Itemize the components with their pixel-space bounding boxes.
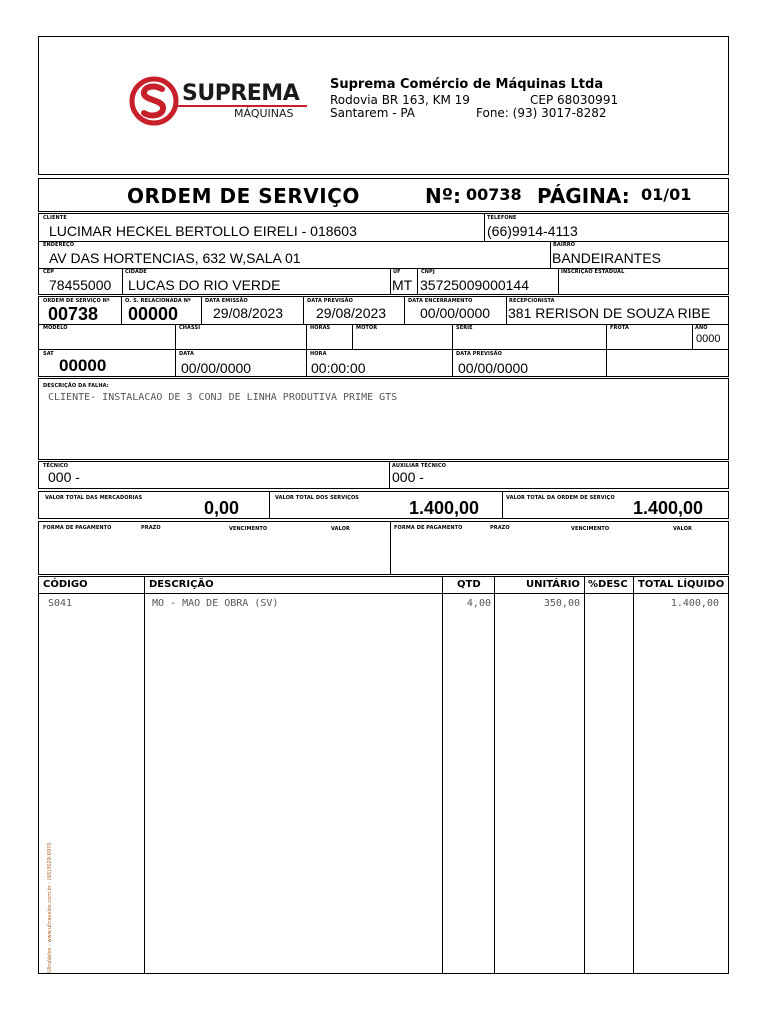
sat-label: SAT [43,351,54,357]
client-bairro: BANDEIRANTES [552,250,661,266]
os-label: ORDEM DE SERVIÇO Nº [43,298,110,304]
tecnico-block [38,461,729,489]
col-qtd: QTD [457,579,481,590]
company-header [38,36,729,175]
vencimento-label-1: VENCIMENTO [229,526,268,532]
prazo-label-2: PRAZO [490,525,510,531]
row-unitario: 350,00 [543,598,580,609]
dataprev-label: DATA PREVISÃO [456,351,502,357]
row-total: 1.400,00 [670,598,719,609]
previsao-date: 29/08/2023 [316,305,387,321]
prazo-label-1: PRAZO [141,525,161,531]
serv-label: VALOR TOTAL DOS SERVIÇOS [275,495,359,501]
hora-label: HORA [310,351,327,357]
client-name: LUCIMAR HECKEL BERTOLLO EIRELI - 018603 [49,223,357,239]
doc-title: ORDEM DE SERVIÇO [127,184,360,208]
encerramento-label: DATA ENCERRAMENTO [408,298,473,304]
client-uf: MT [392,277,413,293]
previsao-label: DATA PREVISÃO [307,298,353,304]
data-label: DATA [179,351,194,357]
dataprev-value: 00/00/0000 [458,360,529,376]
recep-label: RECEPCIONISTA [509,298,555,304]
sat-value: 00000 [59,356,107,375]
ano-label: ANO [695,325,708,331]
company-name: Suprema Comércio de Máquinas Ltda [330,77,604,92]
ie-label: INSCRIÇÃO ESTADUAL [561,269,625,275]
totals-block [38,491,729,519]
company-city: Santarem - PA [330,106,416,120]
order-number-label: Nº: [425,184,462,208]
col-codigo: CÓDIGO [43,579,88,590]
emissao-label: DATA EMISSÃO [205,298,248,304]
forma-label-2: FORMA DE PAGAMENTO [394,525,463,531]
uf-label: UF [393,269,401,275]
items-table [38,576,729,974]
falha-block [38,378,729,460]
vencimento-label-2: VENCIMENTO [571,526,610,532]
falha-label: DESCRIÇÃO DA FALHA: [43,383,109,389]
title-bar [38,178,729,212]
logo-sub-text: MÁQUINAS [234,107,294,120]
serie-label: SÉRIE [456,325,473,331]
address-label: ENDEREÇO [43,242,75,248]
falha-text: CLIENTE- INSTALACAO DE 3 CONJ DE LINHA PRODUTIVA PRIME GTS [48,392,398,403]
client-phone: (66)9914-4113 [487,223,578,239]
encerramento-date: 00/00/0000 [420,305,491,321]
os-total-label: VALOR TOTAL DA ORDEM DE SERVIÇO [506,495,615,501]
col-desc: %DESC [588,579,628,590]
client-block [38,213,729,295]
bairro-label: BAIRRO [553,242,576,248]
page-number: 01/01 [641,185,692,204]
modelo-label: MODELO [43,325,68,331]
col-descricao: DESCRIÇÃO [149,579,214,590]
serv-value: 1.400,00 [409,498,480,518]
client-cidade: LUCAS DO RIO VERDE [128,277,281,293]
horas-label: HORAS [310,325,331,331]
phone-label: TELEFONE [487,215,517,221]
valor-label-2: VALOR [673,526,693,532]
row-descricao: MO - MAO DE OBRA (SV) [152,598,279,609]
tecnico-value: 000 - [48,469,80,485]
chassi-label: CHASSI [179,325,201,331]
order-block [38,296,729,377]
data-value: 00/00/0000 [181,360,252,376]
tecnico-label: TÉCNICO [43,463,69,469]
merc-label: VALOR TOTAL DAS MERCADORIAS [45,495,143,501]
cidade-label: CIDADE [125,269,147,275]
forma-label-1: FORMA DE PAGAMENTO [43,525,112,531]
emissao-date: 29/08/2023 [213,305,284,321]
os-number: 00738 [48,304,99,324]
aux-label: AUXILIAR TÉCNICO [392,463,447,469]
frota-label: FROTA [610,325,629,331]
valor-label-1: VALOR [331,526,351,532]
client-cnpj: 35725009000144 [420,277,530,293]
rel-label: O. S. RELACIONADA Nº [125,298,191,304]
client-label: CLIENTE [43,215,67,221]
payment-block [38,521,729,575]
col-unitario: UNITÁRIO [526,579,580,590]
client-address: AV DAS HORTENCIAS, 632 W,SALA 01 [49,250,301,266]
cnpj-label: CNPJ [421,269,435,275]
aux-value: 000 - [392,469,424,485]
row-codigo: S041 [48,598,73,609]
row-qtd: 4,00 [466,598,491,609]
page-label: PÁGINA: [537,184,630,208]
company-cep: CEP 68030991 [530,93,619,107]
rel-number: 00000 [128,304,179,324]
logo-main-text: SUPREMA [182,81,300,106]
ano-value: 0000 [696,333,721,345]
col-total: TOTAL LÍQUIDO [638,579,725,590]
side-credit: UltraVelox - www.ultravelox.com.br - (65)3029-6970 [47,842,53,973]
client-cep: 78455000 [49,277,112,293]
recep-value: 381 RERISON DE SOUZA RIBE [508,305,711,321]
hora-value: 00:00:00 [311,360,366,376]
cep-label: CEP [43,269,55,275]
merc-value: 0,00 [204,498,240,518]
company-phone: Fone: (93) 3017-8282 [476,106,607,120]
company-address: Rodovia BR 163, KM 19 [330,93,470,107]
motor-label: MOTOR [356,325,378,331]
order-number: 00738 [466,185,522,204]
os-total-value: 1.400,00 [633,498,704,518]
